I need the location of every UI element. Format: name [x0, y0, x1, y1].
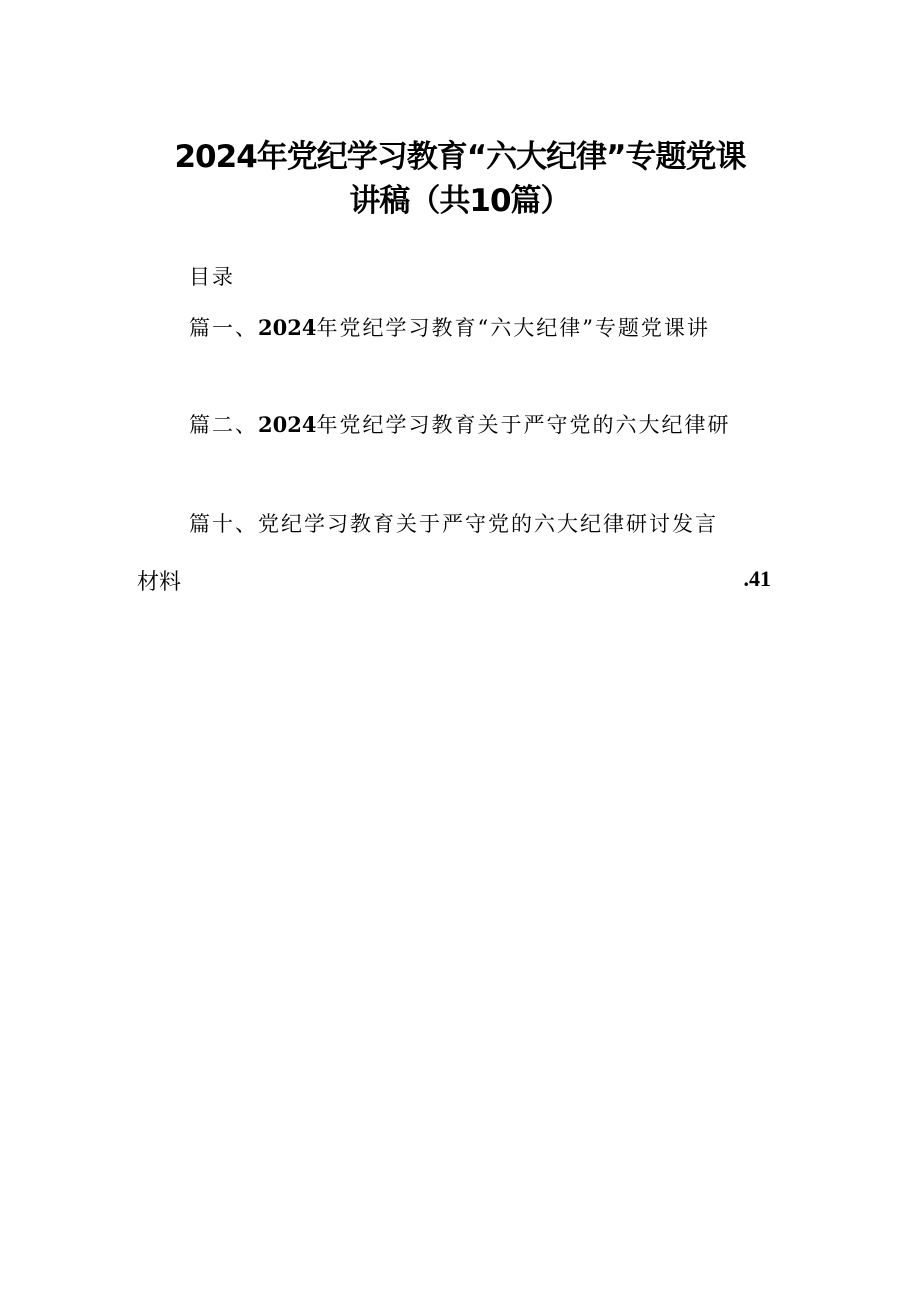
toc-entry-text: 党纪学习教育关于严守党的六大纪律研讨发言 [258, 512, 718, 536]
toc-entry-number: 2024 [258, 315, 317, 340]
toc-entry-page-number: .41 [743, 566, 771, 591]
toc-entry-1[interactable] [189, 313, 710, 343]
toc-entry-text: 年党纪学习教育关于严守党的六大纪律研 [316, 413, 731, 437]
toc-heading: 目录 [189, 265, 235, 289]
document-title-line-2: 讲稿（共10篇） [349, 183, 571, 219]
toc-entry-continuation-text: 材料 [137, 570, 182, 595]
toc-entry-text: 年党纪学习教育“六大纪律”专题党课讲 [316, 316, 710, 340]
toc-entry-prefix: 篇一、 [189, 316, 258, 340]
toc-entry-prefix: 篇二、 [189, 413, 258, 437]
toc-entry-3[interactable] [189, 509, 718, 539]
toc-entry-3-continuation[interactable] [137, 567, 777, 599]
toc-entry-number: 2024 [258, 412, 317, 437]
toc-entry-2[interactable] [189, 410, 730, 440]
toc-entry-prefix: 篇十、 [189, 512, 258, 536]
document-title-line-1: 2024年党纪学习教育“六大纪律”专题党课 [174, 139, 746, 175]
